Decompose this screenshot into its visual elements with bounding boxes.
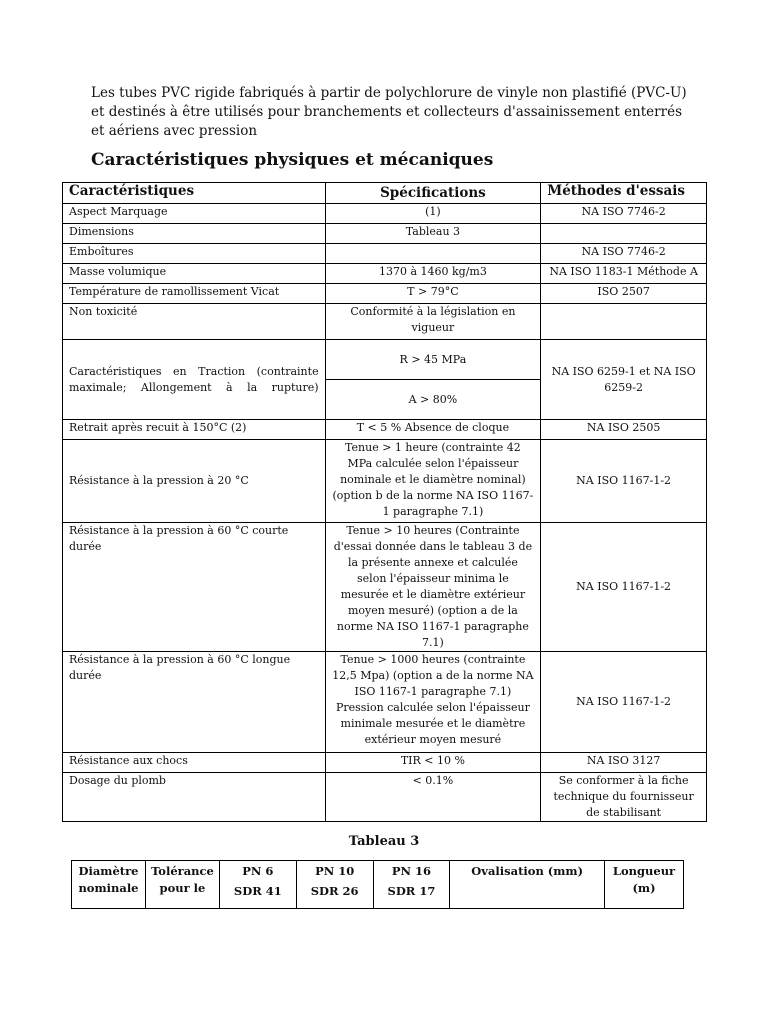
- cell-specification: 1370 à 1460 kg/m3: [325, 264, 541, 284]
- table-row: [63, 652, 707, 753]
- header-sdr17-label: SDR 17: [387, 884, 436, 898]
- cell-characteristic: Non toxicité: [63, 304, 326, 340]
- table-row: [63, 753, 707, 773]
- table-row: [63, 304, 707, 340]
- table-header-row: [63, 183, 707, 204]
- cell-specification: Tenue > 1000 heures (contrainte 12,5 Mpa) (option a de la norme NA ISO 1167-1 paragraphe 7.1) Pression calculée selon l'épaisseur minimale mesurée et le diamètre extérieur moyen mesuré: [325, 652, 541, 753]
- cell-specification: (1): [325, 204, 541, 224]
- cell-spec-a: A > 80%: [325, 380, 541, 420]
- cell-specification: [325, 244, 541, 264]
- table-row: [63, 773, 707, 822]
- cell-characteristic: Emboîtures: [63, 244, 326, 264]
- header-pn10-label: PN 10: [315, 864, 355, 878]
- cell-characteristic: Résistance aux chocs: [63, 753, 326, 773]
- cell-specification: T > 79°C: [325, 284, 541, 304]
- header-ovalisation-label: Ovalisation (mm): [471, 864, 584, 878]
- table-row: [63, 204, 707, 224]
- header-sdr41-label: SDR 41: [233, 884, 282, 898]
- tableau3-table: [71, 860, 684, 909]
- cell-characteristic: Résistance à la pression à 20 °C: [63, 440, 326, 523]
- table-row: [63, 224, 707, 244]
- tableau3-header-row: [72, 861, 684, 909]
- table-row: [63, 420, 707, 440]
- table-row-traction: [63, 340, 707, 380]
- cell-method: [541, 304, 707, 340]
- cell-method: NA ISO 1167-1-2: [541, 440, 707, 523]
- cell-characteristic: [63, 340, 326, 420]
- header-tolerance-label: Tolérance pour le: [151, 864, 214, 895]
- header-length-label: Longueur (m): [612, 864, 676, 895]
- cell-characteristic: Retrait après recuit à 150°C (2): [63, 420, 326, 440]
- table-row: [63, 264, 707, 284]
- header-nominal-diameter-label: Diamètre nominale: [78, 864, 139, 895]
- traction-label: Caractéristiques en Traction (contrainte maximale; Allongement à la rupture): [69, 364, 319, 394]
- header-pn6: [219, 861, 296, 909]
- header-nominal-diameter: [72, 861, 146, 909]
- table-row: [63, 244, 707, 264]
- header-pn16: [373, 861, 450, 909]
- cell-method: NA ISO 6259-1 et NA ISO 6259-2: [541, 340, 707, 420]
- header-length: [604, 861, 683, 909]
- cell-specification: Conformité à la législation en vigueur: [325, 304, 541, 340]
- header-sdr26-label: SDR 26: [310, 884, 359, 898]
- cell-characteristic: Dimensions: [63, 224, 326, 244]
- cell-characteristic: Aspect Marquage: [63, 204, 326, 224]
- header-tolerance: [145, 861, 219, 909]
- cell-method: NA ISO 7746-2: [541, 244, 707, 264]
- header-methods: Méthodes d'essais: [541, 183, 707, 204]
- cell-specification: T < 5 % Absence de cloque: [325, 420, 541, 440]
- cell-spec-r: R > 45 MPa: [325, 340, 541, 380]
- cell-method: NA ISO 7746-2: [541, 204, 707, 224]
- cell-method: NA ISO 2505: [541, 420, 707, 440]
- cell-method: NA ISO 1167-1-2: [541, 652, 707, 753]
- cell-specification: TIR < 10 %: [325, 753, 541, 773]
- table-row: [63, 440, 707, 523]
- header-ovalisation: [450, 861, 605, 909]
- cell-method: ISO 2507: [541, 284, 707, 304]
- characteristics-table: [62, 182, 707, 822]
- table-row: [63, 284, 707, 304]
- cell-specification: Tableau 3: [325, 224, 541, 244]
- cell-specification: Tenue > 10 heures (Contrainte d'essai donnée dans le tableau 3 de la présente annexe et calculée selon l'épaisseur minima le mesurée et le diamètre extérieur moyen mesuré) (option a de la norme NA ISO 1167-1 paragraphe 7.1): [325, 523, 541, 652]
- cell-characteristic: Température de ramollissement Vicat: [63, 284, 326, 304]
- tableau3-caption: Tableau 3: [348, 834, 420, 849]
- cell-method: NA ISO 1183-1 Méthode A: [541, 264, 707, 284]
- intro-paragraph: Les tubes PVC rigide fabriqués à partir de polychlorure de vinyle non plastifié (PVC-U) et destinés à être utilisés pour branchements et collecteurs d'assainissement enterrés et aériens avec pression: [91, 85, 687, 139]
- header-pn16-label: PN 16: [391, 864, 432, 878]
- cell-characteristic: Résistance à la pression à 60 °C longue durée: [63, 652, 326, 753]
- header-pn6-label: PN 6: [242, 864, 274, 878]
- cell-method: Se conformer à la fiche technique du fournisseur de stabilisant: [541, 773, 707, 822]
- header-pn10: [296, 861, 373, 909]
- cell-method: NA ISO 3127: [541, 753, 707, 773]
- cell-characteristic: Masse volumique: [63, 264, 326, 284]
- cell-characteristic: Dosage du plomb: [63, 773, 326, 822]
- cell-method: [541, 224, 707, 244]
- cell-characteristic: Résistance à la pression à 60 °C courte durée: [63, 523, 326, 652]
- cell-specification: < 0.1%: [325, 773, 541, 822]
- cell-specification: Tenue > 1 heure (contrainte 42 MPa calculée selon l'épaisseur nominale et le diamètre nominal) (option b de la norme NA ISO 1167-1 paragraphe 7.1): [325, 440, 541, 523]
- section-title: Caractéristiques physiques et mécaniques: [91, 150, 494, 170]
- cell-method: NA ISO 1167-1-2: [541, 523, 707, 652]
- header-specifications: Spécifications: [325, 183, 541, 204]
- header-characteristics: Caractéristiques: [63, 183, 326, 204]
- table-row: [63, 523, 707, 652]
